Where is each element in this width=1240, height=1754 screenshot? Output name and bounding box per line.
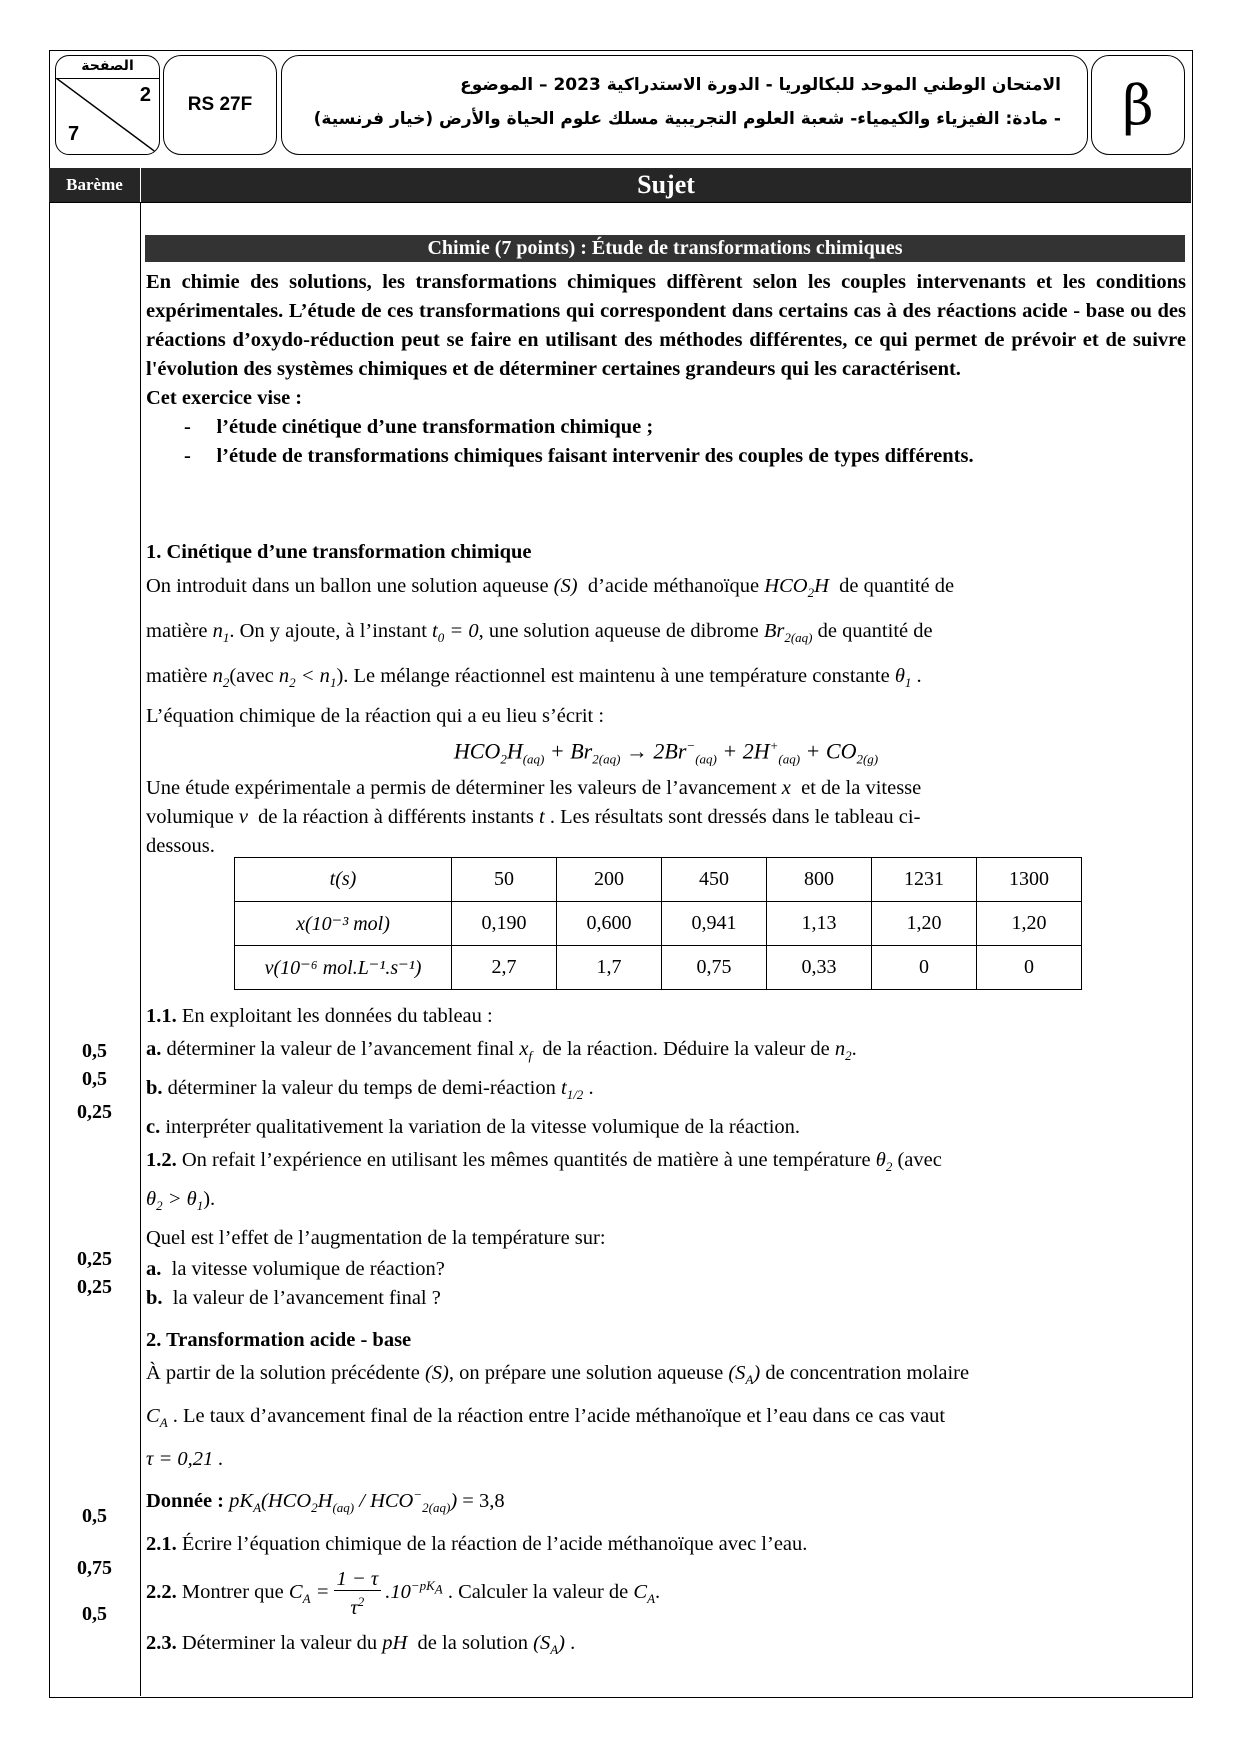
page-current: 2 <box>139 84 151 106</box>
mark: 0,5 <box>82 1603 107 1625</box>
sujet-header: Sujet <box>141 168 1191 202</box>
table-cell: 0,941 <box>662 902 767 946</box>
mark: 0,5 <box>82 1040 107 1062</box>
table-row <box>235 946 1082 990</box>
chemistry-title: Chimie (7 points) : Étude de transformations chimiques <box>145 235 1185 262</box>
aim-item: - l’étude de transformations chimiques faisant intervenir des couples de types différents. <box>184 445 974 467</box>
data-table <box>234 857 1082 990</box>
page-number-box <box>55 55 160 155</box>
part2-para: À partir de la solution précédente (S), on prépare une solution aqueuse $(S_A)$ de concentration molaire $C_A$ . Le taux d’avancement final de la réaction entre l’acide méthanoïque et l’eau dans ce cas vaut τ = 0,21 . <box>146 1362 970 1471</box>
row-header: t(s) <box>235 858 452 902</box>
page-total: 7 <box>68 123 80 145</box>
table-cell: 1,7 <box>557 946 662 990</box>
part1-questions <box>146 1000 1186 1313</box>
q12: 1.2. On refait l’expérience en utilisant les mêmes quantités de matière à une température $\theta_2$ (avec <box>146 1149 942 1175</box>
table-cell: 0,190 <box>452 902 557 946</box>
table-row <box>235 858 1082 902</box>
mark: 0,25 <box>77 1276 112 1298</box>
table-cell: 450 <box>662 858 767 902</box>
table-cell: 0,33 <box>767 946 872 990</box>
q12-question: Quel est l’effet de l’augmentation de la température sur: <box>146 1227 606 1250</box>
table-cell: 2,7 <box>452 946 557 990</box>
intro-text: En chimie des solutions, les transformations chimiques diffèrent selon les couples intervenants et les conditions expérimentales. L’étude de ces transformations qui correspondent dans certains cas à des réactions acide - base ou des réactions d’oxydo-réduction peut se faire en utilisant des méthodes différentes, ce qui permet de prévoir et de suivre l'évolution des systèmes chimiques et de déterminer certaines grandeurs qui les caractérisent. <box>146 271 1186 380</box>
table-cell: 1,20 <box>872 902 977 946</box>
table-cell: 0,600 <box>557 902 662 946</box>
part2-title: 2. Transformation acide - base <box>146 1329 412 1351</box>
part1-block <box>146 538 1186 861</box>
table-cell: 800 <box>767 858 872 902</box>
table-cell: 0 <box>977 946 1082 990</box>
table-cell: 0,75 <box>662 946 767 990</box>
part1-para: On introduit dans un ballon une solution aqueuse (S) d’acide méthanoïque $HCO_2H$ de quantité de matière $n_1$. On y ajoute, à l’instant $t_0 = 0$, une solution aqueuse de dibrome $Br_{2(aq)}$ de quantité de matière $n_2(avec$ $n_2 < n_1$). Le mélange réactionnel est maintenu à une température constante $\theta_1$ . <box>146 575 955 691</box>
table-cell: 1231 <box>872 858 977 902</box>
mark: 0,5 <box>82 1505 107 1527</box>
aim-text: Cet exercice vise : <box>146 387 303 409</box>
divider <box>49 202 1191 203</box>
q11c: c. interpréter qualitativement la variation de la vitesse volumique de la réaction. <box>146 1116 801 1139</box>
q12a: a. la vitesse volumique de réaction? <box>146 1258 445 1281</box>
mark: 0,75 <box>77 1557 112 1579</box>
table-cell: 1,13 <box>767 902 872 946</box>
aim-item: - l’étude cinétique d’une transformation chimique ; <box>184 416 654 438</box>
mark: 0,25 <box>77 1101 112 1123</box>
table-row <box>235 902 1082 946</box>
part1-title: 1. Cinétique d’une transformation chimique <box>146 541 532 563</box>
table-cell: 200 <box>557 858 662 902</box>
q11a: a. déterminer la valeur de l’avancement final $x_f$ de la réaction. Déduire la valeur de $n_2$. <box>146 1038 857 1064</box>
aim-list <box>146 413 1186 471</box>
donnee: Donnée : $pK_A(HCO_2H_{(aq)} / HCO^-_{2(aq)}) = 3,8$ <box>146 1487 505 1516</box>
exam-title-line1: الامتحان الوطني الموحد للبكالوريا - الدورة الاستدراكية 2023 – الموضوع <box>460 75 1061 95</box>
table-cell: 1,20 <box>977 902 1082 946</box>
part2-block <box>146 1325 1186 1668</box>
bareme-header: Barème <box>49 168 140 202</box>
q21: 2.1. Écrire l’équation chimique de la réaction de l’acide méthanoïque avec l’eau. <box>146 1533 808 1556</box>
table-cell: 50 <box>452 858 557 902</box>
row-header: v(10⁻⁶ mol.L⁻¹.s⁻¹) <box>235 946 452 990</box>
exam-title-line2: - مادة: الفيزياء والكيمياء- شعبة العلوم التجريبية مسلك علوم الحياة والأرض (خيار فرنسية) <box>313 109 1061 129</box>
q11: 1.1. En exploitant les données du tableau : <box>146 1005 493 1027</box>
formula-fraction: $\frac{1 - \tau}{\tau^2}$ <box>334 1568 382 1619</box>
exam-code: RS 27F <box>163 55 277 155</box>
part1-eq-intro: L’équation chimique de la réaction qui a eu lieu s’écrit : <box>146 705 605 728</box>
exam-title <box>281 55 1088 155</box>
part1-para2: Une étude expérimentale a permis de déterminer les valeurs de l’avancement x et de la vitesse volumique v de la réaction à différents instants t . Les résultats sont dressés dans le tableau ci- dessous. <box>146 777 922 857</box>
reaction-equation: $HCO_2H_{(aq)} + Br_{2(aq)} \to 2Br^-_{(aq)} + 2H^+_{(aq)} + CO_{2(g)}$ <box>453 738 879 767</box>
q23: 2.3. Déterminer la valeur du pH de la solution $(S_A)$ . <box>146 1631 576 1658</box>
row-header: x(10⁻³ mol) <box>235 902 452 946</box>
column-divider <box>140 202 141 1696</box>
q12-cond: $\theta_2 > \theta_1$). <box>146 1188 216 1214</box>
mark: 0,25 <box>77 1248 112 1270</box>
page-label: الصفحة <box>56 56 159 79</box>
beta-symbol: β <box>1091 55 1185 155</box>
table-cell: 1300 <box>977 858 1082 902</box>
intro-block <box>146 268 1186 471</box>
q22: 2.2. Montrer que $C_A$ = $\frac{1 - \tau}{\tau^2}$ $.10^{-pK_A}$ . Calculer la valeur de $C_A$. <box>146 1568 661 1619</box>
q11b: b. déterminer la valeur du temps de demi-réaction $t_{1/2}$ . <box>146 1077 594 1103</box>
q12b: b. la valeur de l’avancement final ? <box>146 1287 441 1310</box>
mark: 0,5 <box>82 1068 107 1090</box>
table-cell: 0 <box>872 946 977 990</box>
